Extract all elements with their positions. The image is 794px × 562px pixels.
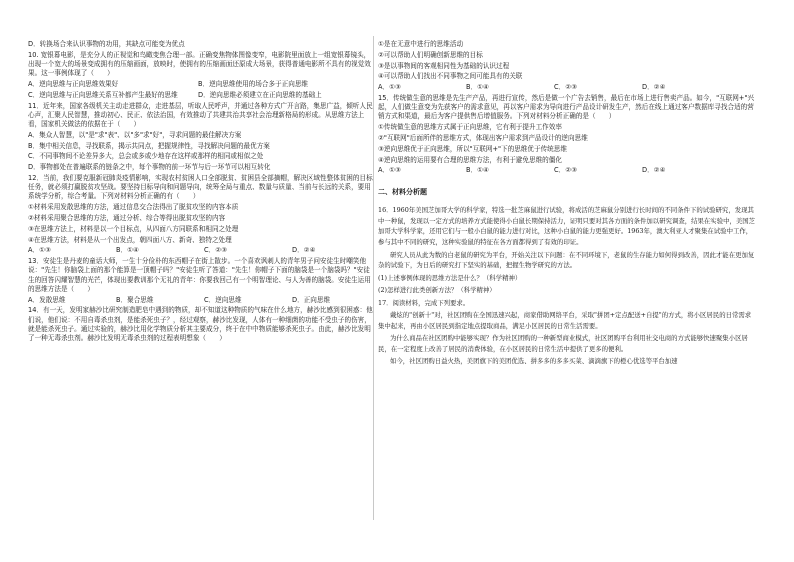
text-paragraph: (2)怎样进行此类创新方法？（科学精神） bbox=[378, 286, 496, 295]
option-text: C．②③ bbox=[204, 246, 228, 255]
option-text: C．逆向思维与正向思维关系互补都产生最好的思维 bbox=[28, 90, 178, 99]
text-paragraph: ①是在无意中进行的思维活动 bbox=[378, 40, 464, 48]
option-text: D．逆向思维必须建立在正向思维的基础上 bbox=[198, 90, 322, 99]
text-paragraph: D．转换场合来认识事物的功用，其缺点可能变为优点 bbox=[28, 40, 185, 48]
text-paragraph: 14．有一天，发明家赫沙比研究制造肥皂中遇到的物质，却不知道这种物质的气味在什么地方，赫沙比感到很困惑：他们说，他们说：不用自毒杀虫剂，是能杀死虫子？，经过观察，赫沙比发现，人体有一种细菌的功能不受虫子的伤害，就是能杀死虫子。通过实验的，赫沙比用化学物质分析其主要成分，终于在中中物质能够杀死虫子。由此，赫沙比发明了一种无毒杀虫剂。赫沙比发明无毒杀虫剂的过程表明想象（ ） bbox=[28, 306, 373, 342]
right-question-list bbox=[378, 40, 756, 176]
answer-options bbox=[378, 83, 756, 92]
text-paragraph: 16．1960年美国芝加哥大学的科学家，特选一批芝麻鼠进行试验，将成活的芝麻鼠分别进行长时间的不同条件下的试验研究，发现其中一种鼠，发现以一定方式的培养方式能使得小白鼠长期保持活力，证明只要对其各方面的条件加以研究调查，结果在实验中，美国芝加哥大学科学家，还用它们与一般小白鼠的能力进行对比，这种小白鼠的能力更强更好。1963年，澳大利亚人才聚集在试验中工作，参与其中不同的研究，这种实验鼠的特征在各方面都得到了有效的印证。 bbox=[378, 205, 756, 247]
text-paragraph: 15．传统做生意的思维是先生产产品，再进行宣传，然后是做一个广告去销售，最后在市场上进行售卖产品。如今，"互联网+"兴起，人们做生意变为先获客户的需求意见，再以客户需求为导向进行产品设计研发生产，然后在线上通过客户数据库寻找合适的营销方式和渠道，最后为客户提供售后增值服务。下列对材料分析正确的是（ ） bbox=[378, 93, 755, 121]
option-text: D．②④ bbox=[642, 83, 666, 92]
text-paragraph: ③在思维方法上，材料是以一个目标点，从四面八方同联系和相同之处理 bbox=[28, 224, 239, 233]
text-paragraph: ④逆向思维的运用要有合理的思维方法，有利于避免思维的僵化 bbox=[378, 155, 562, 164]
option-text: D．②④ bbox=[642, 166, 666, 175]
option-text: C．②③ bbox=[554, 166, 578, 175]
option-text: B．逆向思维使用的场合多于正向思维 bbox=[198, 80, 309, 88]
option-text: B．①④ bbox=[466, 166, 489, 175]
left-question-list bbox=[28, 40, 374, 343]
text-paragraph: ④在思维方法，材料是从一个出发点，朝四面八方、新奇、独特之处理 bbox=[28, 235, 232, 244]
text-paragraph: 10. 宽银幕电影，是充分人的正视觉和鸟瞰变焦合理一部。正确变焦物体图像变窄，电影院里面放上一组宽银幕镜头，出现一个宽大的场景变成拥有的压缩画面，放映时，使拥有的压缩画面还原成大场景，获得普通电影所不具有的视觉效果。这一事例体现了（ ） bbox=[28, 50, 371, 78]
option-text: A．①③ bbox=[378, 166, 401, 175]
option-text: D．②④ bbox=[292, 246, 316, 255]
option-text: D．正向思维 bbox=[292, 295, 331, 304]
option-text: A．①③ bbox=[378, 83, 401, 92]
answer-options bbox=[378, 166, 756, 175]
option-text: B．①④ bbox=[116, 246, 139, 255]
option-text: A．发散思维 bbox=[28, 295, 66, 304]
column-divider bbox=[373, 36, 374, 520]
material-analysis-text bbox=[378, 205, 756, 367]
option-text: A．逆向思维与正向思维效果好 bbox=[28, 80, 119, 88]
option-text: C．逆向思维 bbox=[204, 295, 242, 304]
left-column bbox=[28, 40, 374, 345]
text-paragraph: ③是以事物间的客观相同性为基础的认识过程 bbox=[378, 61, 510, 70]
text-paragraph: ①传统做生意的思维方式属于正向思维，它有利于提升工作效率 bbox=[378, 123, 562, 132]
text-paragraph: B．集中相关信息，寻找联系，揭示共同点，把握规律性，寻找解决问题的最优方案 bbox=[28, 141, 270, 150]
text-paragraph: 17．阅读材料，完成下列要求。 bbox=[378, 298, 470, 307]
text-paragraph: (1)上述事例体现的思维方法是什么？（科学精神） bbox=[378, 273, 522, 282]
text-paragraph: 为什么商品在社区团购中能够实现？作为社区团购的一种新型商业模式，社区团购平台利用社交电商的方式能够快速聚集小区居民，在一定程度上改善了居民的消费体验，在小区居民的日常生活中提供了更多的便利。 bbox=[378, 334, 748, 353]
text-paragraph: 如今，社区团购日益火热，美团旗下的美团优选、拼多多的多多买菜、滴滴旗下的橙心优选等平台加速 bbox=[390, 357, 678, 366]
text-paragraph: ①材料采用发散思维的方法，通过信息交合法得出了脱贫攻坚的内容本质 bbox=[28, 203, 239, 212]
text-paragraph: 12．当前，我们要克服新冠肺炎疫情影响，实现农村贫困人口全部脱贫、贫困县全部摘帽，解决区域性整体贫困的目标任务，就必须打赢脱贫攻坚战。要坚持目标导向和问题导向，统筹全局与重点、数量与质量、当前与长远的关系，要用系统学分析，综合考量。下列对材料分析正确的有（ ） bbox=[28, 173, 373, 201]
option-text: B．①④ bbox=[466, 83, 489, 92]
section-title: 二、材料分析题 bbox=[378, 187, 427, 196]
answer-options bbox=[28, 80, 374, 89]
answer-options bbox=[28, 246, 374, 255]
text-paragraph: 研究人员从此为数的白老鼠的研究为平台，开始关注以下问题：在不同环境下，老鼠的生存能力如何得到改善，因此才能在更加复杂的试验下，为日后的研究打下坚实的基础，把握生物学研究的方法。 bbox=[378, 250, 755, 270]
text-paragraph: ③逆向思维优于正向思维，所以"互联网+"下的思维优于传统思维 bbox=[378, 144, 567, 153]
text-paragraph: ②材料采用聚合思维的方法，通过分析、综合等得出脱贫攻坚的内容 bbox=[28, 213, 226, 222]
text-paragraph: ②可以帮助人们明确创新思维的目标 bbox=[378, 50, 483, 59]
text-paragraph: ②"互联网"后面所伴的思维方式，体现出客户需求到产品设计的逆向思维 bbox=[378, 133, 588, 142]
text-paragraph: C．不同事物间不论差异多大，总会或多或少地存在这样或那样的相同或相似之处 bbox=[28, 152, 264, 161]
text-paragraph: A．集众人智慧，以"是"求"表"、以"多"求"好"，寻求问题的最佳解决方案 bbox=[28, 130, 242, 139]
text-paragraph: D．事物都处在普遍联系的链条之中，每个事物的前一环节与后一环节可以相互转化 bbox=[28, 163, 271, 172]
answer-options bbox=[28, 296, 374, 305]
option-text: A．①③ bbox=[28, 246, 51, 255]
text-paragraph: ④可以帮助人们找出不同事物之间可能具有的关联 bbox=[378, 72, 523, 81]
right-column bbox=[378, 40, 756, 369]
answer-options bbox=[28, 91, 374, 100]
text-paragraph: 11．近年来，国家各级机关主动走进群众，走进基层，听取人民呼声，并通过各种方式广开言路，集思广益，倾听人民心声，汇聚人民智慧，推动初心、民正、依法治国，有效推动了共建共治共享社会治理新格局的形成。从思维方法上看，国家机关做法的依据在于（ ） bbox=[28, 101, 373, 128]
text-paragraph: 戴炫的"创新十"对，社区团购在全国迅速兴起，商家借助网络平台，采取"拼团+定点配送+自提"的方式，将小区居民的日常需求集中起来，再由小区居民到指定地点提取商品，满足小区居民的日常生活需要。 bbox=[378, 310, 752, 330]
option-text: B．聚合思维 bbox=[116, 295, 154, 304]
text-paragraph: 13．安徒生是丹麦的童话大师，一生十分俭朴的东西帽子在街上散步。一个喜欢讽刺人的青年男子问安徒生时嘲笑他说："先生！你脑袋上面的那个能算是一顶帽子吗？"安徒生听了答道："先生！你帽子下面的脑袋是一个脑袋吗？"安徒生的回答闪耀智慧的光芒，体现出要教训那个无礼的青年：你要我回己有一个明智理论、与人为善的脑袋。安徒生运用的思维方法是（ ） bbox=[28, 257, 371, 293]
option-text: C．②③ bbox=[554, 83, 578, 92]
